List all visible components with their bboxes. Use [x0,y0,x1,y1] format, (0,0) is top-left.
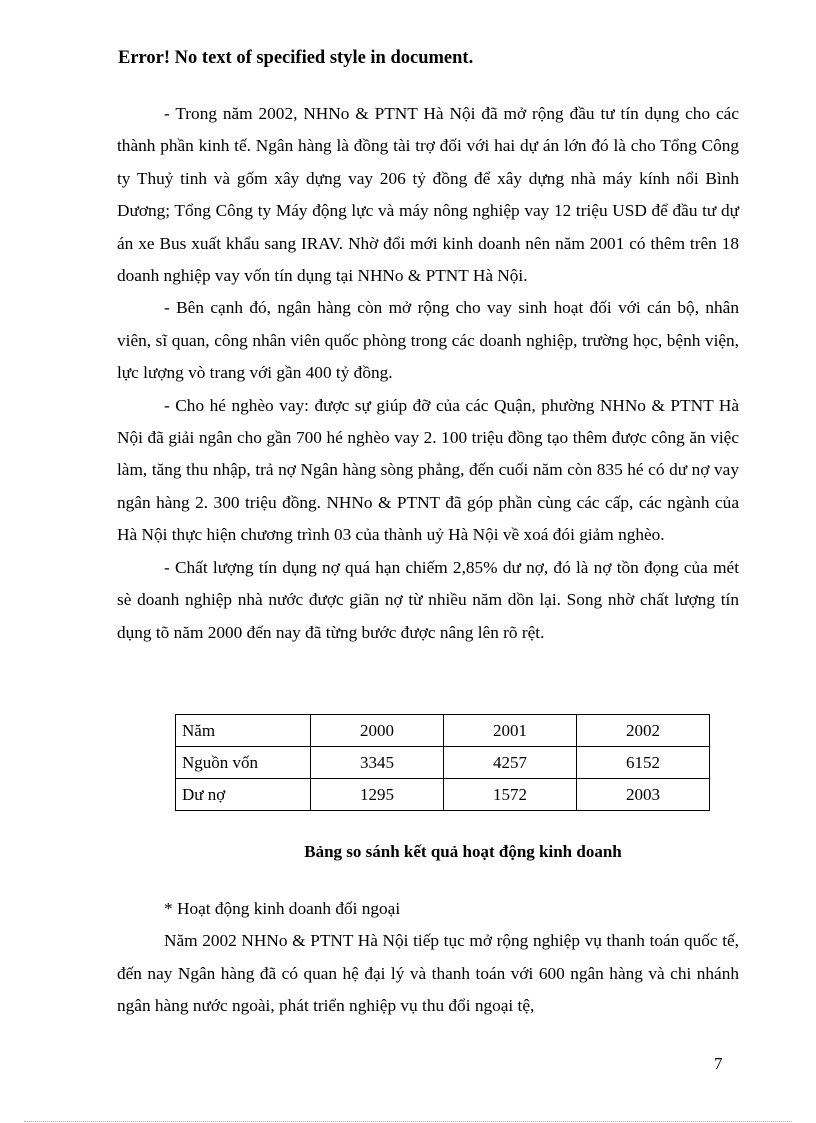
table-cell: 2002 [577,715,710,747]
table-cell: 1572 [444,779,577,811]
paragraph: - Bên cạnh đó, ngân hàng còn mở rộng cho vay sinh hoạt đối với cán bộ, nhân viên, sĩ quan, công nhân viên quốc phòng trong các doanh nghiệp, trường học, bệnh viện, lực lượng vò trang với gần 400 tỷ đồng. [117,298,739,383]
body-text [117,98,739,649]
paragraph: Năm 2002 NHNo & PTNT Hà Nội tiếp tục mở rộng nghiệp vụ thanh toán quốc tế, đến nay Ngân hàng đã có quan hệ đại lý và thanh toán với 600 ngân hàng và chi nhánh ngân hàng nước ngoài, phát triển nghiệp vụ thu đổi ngoại tệ, [117,931,739,1016]
comparison-table [175,714,710,811]
lower-text [117,893,739,1023]
page-boundary-line [24,1121,792,1122]
table-cell: 2000 [311,715,444,747]
page-number: 7 [714,1054,723,1073]
table-cell: 2001 [444,715,577,747]
section-heading: * Hoạt động kinh doanh đối ngoại [164,899,401,918]
paragraph: - Cho hé nghèo vay: được sự giúp đỡ của các Quận, phường NHNo & PTNT Hà Nội đã giải ngân cho gần 700 hé nghèo vay 2. 100 triệu đồng tạo thêm được công ăn việc làm, tăng thu nhập, trả nợ Ngân hàng sòng phẳng, đến cuối năm còn 835 hé có dư nợ vay ngân hàng 2. 300 triệu đồng. NHNo & PTNT đã góp phần cùng các cấp, các ngành của Hà Nội thực hiện chương trình 03 của thành uỷ Hà Nội về xoá đói giảm nghèo. [117,395,739,545]
paragraph: - Trong năm 2002, NHNo & PTNT Hà Nội đã mở rộng đầu tư tín dụng cho các thành phần kinh tế. Ngân hàng là đồng tài trợ đối với hai dự án lớn đó là cho Tổng Công ty Thuỷ tinh và gốm xây dựng vay 206 tỷ đồng để xây dựng nhà máy kính nổi Bình Dương; Tổng Công ty Máy động lực và máy nông nghiệp vay 12 triệu USD để đầu tư dự án xe Bus xuất khẩu sang IRAV. Nhờ đổi mới kinh doanh nên năm 2001 có thêm trên 18 doanh nghiệp vay vốn tín dụng tại NHNo & PTNT Hà Nội. [117,104,739,286]
table-cell: Dư nợ [176,779,311,811]
table-cell: 2003 [577,779,710,811]
table-cell: 4257 [444,747,577,779]
table-cell: 3345 [311,747,444,779]
table-cell: 6152 [577,747,710,779]
paragraph: - Chất lượng tín dụng nợ quá hạn chiếm 2,85% dư nợ, đó là nợ tồn đọng của mét sè doanh nghiệp nhà nước được giãn nợ từ nhiều năm dồn lại. Song nhờ chất lượng tín dụng tõ năm 2000 đến nay đã từng bước được nâng lên rõ rệt. [117,557,739,642]
table-cell: Năm [176,715,311,747]
table-caption: Bảng so sánh kết quả hoạt động kinh doanh [304,842,622,861]
table-cell: 1295 [311,779,444,811]
page-header: Error! No text of specified style in document. [118,48,474,68]
table-row [176,779,710,811]
table-row [176,747,710,779]
table-cell: Nguồn vốn [176,747,311,779]
table-header-row [176,715,710,747]
